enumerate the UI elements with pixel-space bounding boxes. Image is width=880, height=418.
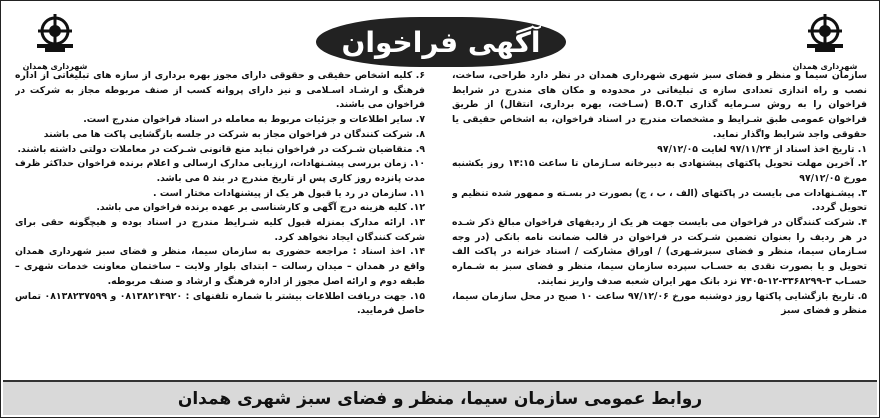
intro-paragraph: سازمان سیما و منظر و فضای سبز شهری شهرداری همدان در نظر دارد طراحی، ساخت، نصب و راه اندازی تعدادی سازه ی تبلیغاتی در محدوده و مکان های مندرج در شرایط فراخوان را به روش سـرمایه گذاری B.O.T (سـاخت، بهره برداری، انتقال) از طریق فراخوان عمومی طبق شـرایط و مشخصات مندرج در اسناد فراخوان، به اشخاص حقیقی یا حقوقی واجد شرایط واگذار نماید. [452,70,867,140]
right-column [452,69,867,382]
clause-1: ۱. تاریخ اخذ اسناد از ۹۷/۱۱/۲۴ لغایت ۹۷/۱۲/۰۵ [657,143,867,155]
municipality-emblem-icon [32,11,78,61]
clause-14: ۱۴. اخذ اسناد : مراجعه حضوری به سازمان سیما، منظر و فضای سبز شهرداری همدان واقع در همدان – میدان رسالت – ابتدای بلوار ولایت – ساختمان معاونت خدمات شهری – طبقه دوم و ارائه اصل مجوز از اداره فرهنگ و ارشاد و صنف مربوطه. [15,246,425,287]
clause-10: ۱۰. زمان بررسی پیشـنهادات، ارزیابی مدارک ارسالی و اعلام برنده فراخوان حداکثر ظرف مدت پانزده روز کاری پس از تاریخ مندرج در بند ۵ می باشد. [15,158,425,184]
clause-7: ۷. سایر اطلاعات و جزئیات مربوط به معامله در اسناد فراخوان مندرج است. [83,114,425,126]
clause-12: ۱۲. کلیه هزینه درج آگهی و کارشناسی بر عهده برنده فراخوان می باشد. [96,202,425,214]
clause-2: ۲. آخرین مهلت تحویل پاکتهای پیشنهادی به دبیرخانه سـازمان تا ساعت ۱۴:۱۵ روز یکشنبه مورخ ۹۷/۱۲/۰۵ [452,158,867,184]
municipality-emblem-icon [802,11,848,61]
org-caption-right: شهرداری همدان [792,62,858,71]
clause-13: ۱۳. ارائه مدارک بمنزله قبول کلیه شـرایط مندرج در اسناد بوده و هیچگونه حقی برای شرکت کنندگان ایجاد نخواهد کرد. [15,217,425,243]
clause-8: ۸. شرکت کنندگان در فراخوان مجاز به شرکت در جلسه بازگشایی پاکت ها می باشند [43,128,425,140]
clause-6: ۶. کلیه اشخاص حقیقی و حقوقی دارای مجوز بهره برداری از سازه های تبلیغاتی از اداره فرهنگ و ارشـاد اسـلامی و نیز دارای پروانه کسب از صنف مربوطه مجاز به شرکت در فراخوان می باشند. [15,70,425,111]
clause-3: ۳. پیشـنهادات می بایست در پاکتهای (الف ، ب ، ج) بصورت در بسـته و ممهور شده تنظیم و تحویل گردد. [452,187,867,214]
org-caption-left: شهرداری همدان [22,62,88,71]
municipality-logo-left [9,11,101,71]
clause-4: ۴. شرکت کنندگان در فراخوان می بایست جهت هر یک از ردیفهای فراخوان مبالغ ذکر شـده در هر ردیف را بعنوان تضمین شـرکت در فراخوان در قالب ضمانت نامه بانکی (در وجه سـازمان سیما، منظر و فضای سبزشـهری) / اوراق مشارکت / اسناد خزانه در پاکت الف تحویل و یا بصورت نقدی به حسـاب سپرده سازمان سیما، منظر و فضای سبز به شـماره حسـاب ۳-۳۳۶۸۲۹۹-۱۲-۷۴۰۵ نزد بانک مهر ایران شعبه صدف واریز نمایند. [452,217,867,287]
clause-9: ۹. متقاضیان شـرکت در فراخوان نباید منع قانونی شـرکت در معاملات دولتی داشته باشند. [17,143,425,155]
announcement-title: آگهی فراخوان [316,17,566,67]
clause-5: ۵. تاریخ بازگشایی پاکتها روز دوشنبه مورخ ۹۷/۱۲/۰۶ ساعت ۱۰ صبح در محل سازمان سیما، منظر و فضای سبز [452,290,867,317]
left-column [15,69,425,382]
municipality-logo-right [779,11,871,71]
clause-11: ۱۱. سازمان در رد یا قبول هر یک از پیشنهادات مختار است . [153,187,425,199]
footer-public-relations: روابط عمومی سازمان سیما، منظر و فضای سبز شهری همدان [3,380,877,415]
clause-15: ۱۵. جهت دریافت اطلاعات بیشتر با شماره تلفنهای : ۰۸۱۳۸۲۱۴۹۲۰ و ۰۸۱۳۸۲۳۷۵۹۹ تماس حاصل فرمایید. [15,290,425,317]
